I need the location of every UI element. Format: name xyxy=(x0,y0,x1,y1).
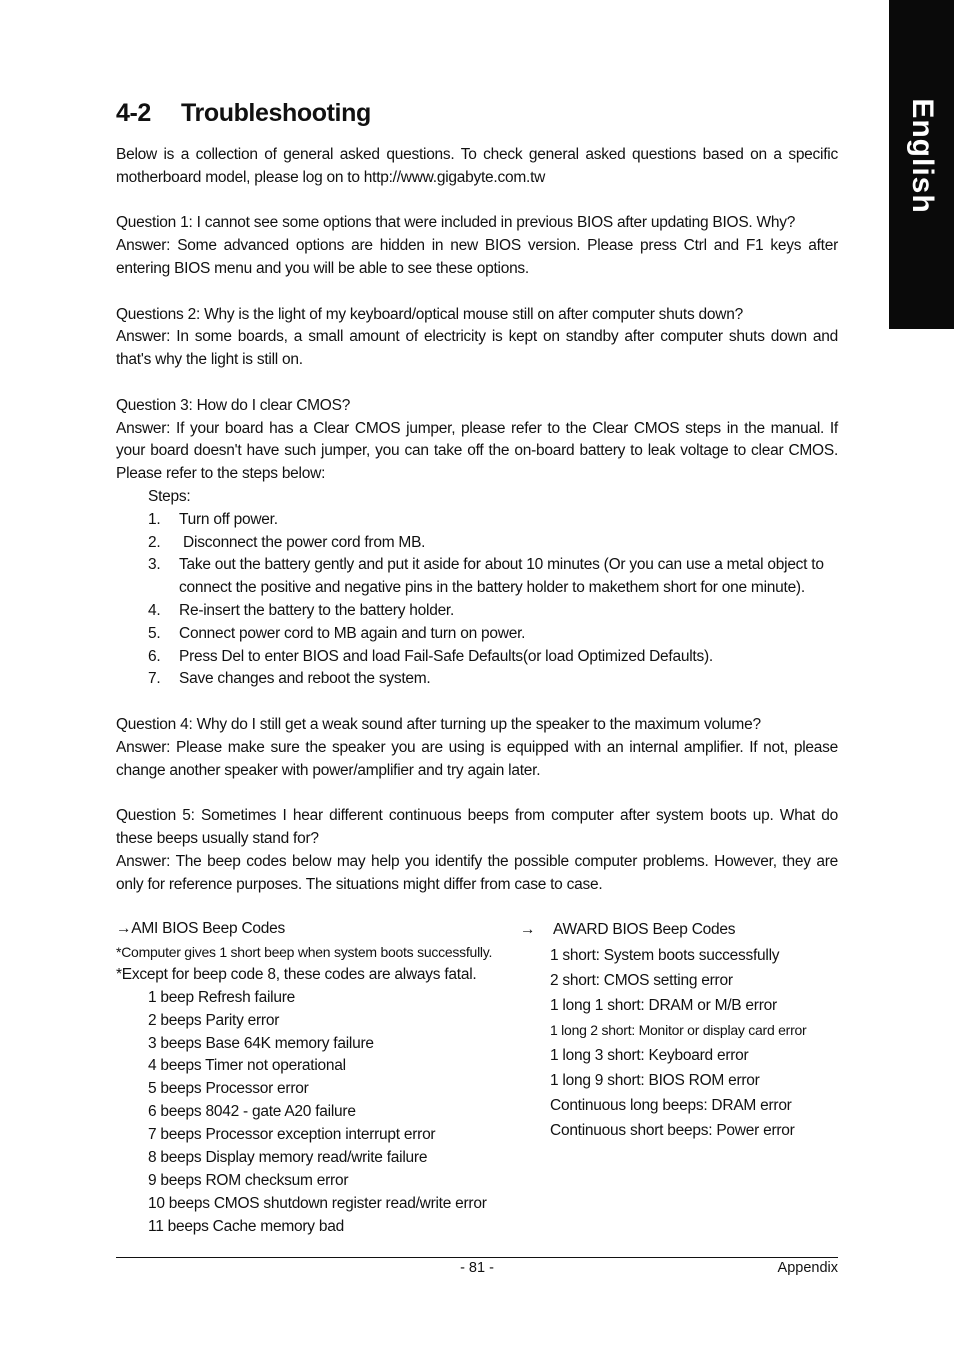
list-item: 1 short: System boots successfully xyxy=(550,947,780,965)
list-item: 5. Connect power cord to MB again and turn on power. xyxy=(148,624,526,642)
ami-code-list xyxy=(116,987,526,1239)
list-item: 10 beeps CMOS shutdown register read/write error xyxy=(148,1194,487,1212)
ami-title: →AMI BIOS Beep Codes xyxy=(116,920,286,938)
list-item: 1 long 3 short: Keyboard error xyxy=(550,1047,749,1065)
list-item: 1. Turn off power. xyxy=(148,510,278,528)
arrow-right-icon: → xyxy=(116,920,132,938)
answer-5: Answer: The beep codes below may help you identify the possible computer problems. However, they are only for reference purposes. The situations might differ from case to case. xyxy=(116,852,838,893)
list-item: 2 beeps Parity error xyxy=(148,1011,280,1029)
intro-paragraph: Below is a collection of general asked questions. To check general asked questions based on a specific motherboard model, please log on to http://www.gigabyte.com.tw xyxy=(116,146,838,186)
section-title: Troubleshooting xyxy=(181,99,371,127)
section-heading xyxy=(116,96,838,130)
list-item: 1 long 2 short: Monitor or display card error xyxy=(550,1022,807,1039)
award-beep-codes xyxy=(520,918,840,1143)
footer-section-name: Appendix xyxy=(777,1260,838,1276)
list-item: 7. Save changes and reboot the system. xyxy=(148,670,431,688)
list-item: 2. Disconnect the power cord from MB. xyxy=(148,533,426,551)
list-item: 9 beeps ROM checksum error xyxy=(148,1171,349,1189)
ami-beep-codes xyxy=(116,918,526,1238)
list-item: 4 beeps Timer not operational xyxy=(148,1057,346,1075)
list-item: 4. Re-insert the battery to the battery holder. xyxy=(148,601,455,619)
question-2: Questions 2: Why is the light of my keyboard/optical mouse still on after computer shuts down? xyxy=(116,305,743,323)
list-item: 1 long 9 short: BIOS ROM error xyxy=(550,1072,760,1090)
answer-4: Answer: Please make sure the speaker you are using is equipped with an internal amplifier. If not, please change another speaker with power/amplifier and try again later. xyxy=(116,738,838,779)
answer-3: Answer: If your board has a Clear CMOS jumper, please refer to the Clear CMOS steps in the manual. If your board doesn't have such jumper, you can take off the on-board battery to leak voltage to clear CMOS. Please refer to the steps below: xyxy=(116,419,838,483)
list-item: 3 beeps Base 64K memory failure xyxy=(148,1034,374,1052)
page-footer xyxy=(116,1258,838,1278)
language-side-tab-label: English xyxy=(905,98,939,214)
language-side-tab xyxy=(889,0,954,329)
list-item: Continuous long beeps: DRAM error xyxy=(550,1097,792,1115)
question-3: Question 3: How do I clear CMOS? xyxy=(116,396,351,414)
ami-note-1: *Computer gives 1 short beep when system boots successfully. xyxy=(116,944,493,961)
list-item: 6 beeps 8042 - gate A20 failure xyxy=(148,1103,356,1121)
page-content xyxy=(116,96,838,1254)
list-item: 1 long 1 short: DRAM or M/B error xyxy=(550,997,777,1015)
list-item: 8 beeps Display memory read/write failure xyxy=(148,1149,428,1167)
arrow-right-icon: → xyxy=(520,921,536,939)
steps-label: Steps: xyxy=(148,487,191,505)
beep-codes-section xyxy=(116,918,838,1254)
question-1: Question 1: I cannot see some options that were included in previous BIOS after updating BIOS. Why? xyxy=(116,214,796,232)
list-item: 7 beeps Processor exception interrupt error xyxy=(148,1126,436,1144)
award-code-list xyxy=(520,943,840,1143)
answer-1: Answer: Some advanced options are hidden in new BIOS version. Please press Ctrl and F1 keys after entering BIOS menu and you will be able to see these options. xyxy=(116,237,838,277)
list-item: 2 short: CMOS setting error xyxy=(550,972,733,990)
page-number: - 81 - xyxy=(460,1260,494,1276)
question-4: Question 4: Why do I still get a weak sound after turning up the speaker to the maximum volume? xyxy=(116,715,761,733)
list-item: 3. Take out the battery gently and put it aside for about 10 minutes (Or you can use a metal object to connect the positive and negative pins in the battery holder to makethem short for one minute). xyxy=(148,556,824,597)
list-item: 5 beeps Processor error xyxy=(148,1080,309,1098)
question-5: Question 5: Sometimes I hear different continuous beeps from computer after system boots up. What do these beeps usually stand for? xyxy=(116,807,838,847)
steps-list xyxy=(116,509,838,691)
list-item: Continuous short beeps: Power error xyxy=(550,1122,795,1140)
list-item: 1 beep Refresh failure xyxy=(148,988,296,1006)
ami-note-2: *Except for beep code 8, these codes are always fatal. xyxy=(116,965,477,983)
section-number: 4-2 xyxy=(116,99,151,127)
answer-2: Answer: In some boards, a small amount of electricity is kept on standby after computer shuts down and that's why the light is still on. xyxy=(116,328,838,369)
award-title: → AWARD BIOS Beep Codes xyxy=(520,918,840,943)
list-item: 11 beeps Cache memory bad xyxy=(148,1217,344,1235)
list-item: 6. Press Del to enter BIOS and load Fail-Safe Defaults(or load Optimized Defaults). xyxy=(148,647,713,665)
